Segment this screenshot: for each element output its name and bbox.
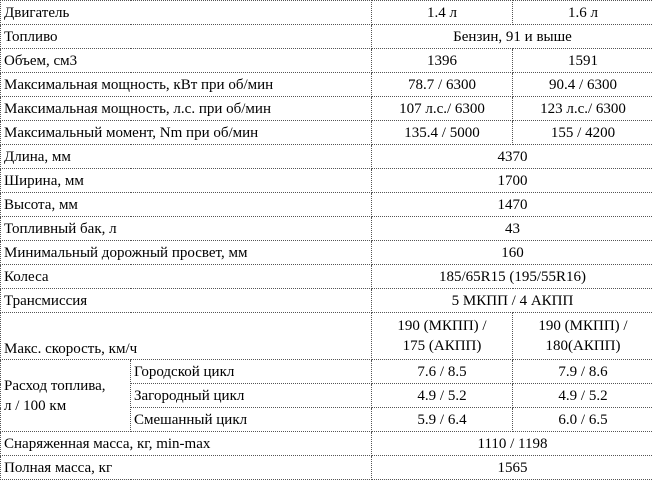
tank-label: Топливный бак, л	[1, 217, 372, 241]
fuel-value: Бензин, 91 и выше	[372, 25, 653, 49]
table-row-clearance	[1, 241, 653, 265]
max-speed-label: Макс. скорость, км/ч	[1, 313, 372, 360]
engine-label: Двигатель	[1, 1, 372, 25]
table-row-tank	[1, 217, 653, 241]
max-speed-1-6-line2: 180(АКПП)	[545, 338, 621, 354]
power-kw-1-4: 78.7 / 6300	[372, 73, 513, 97]
width-label: Ширина, мм	[1, 169, 372, 193]
curb-mass-label: Снаряженная масса, кг, min-max	[1, 432, 372, 456]
table-row-curb-mass	[1, 432, 653, 456]
transmission-value: 5 МКПП / 4 АКПП	[372, 289, 653, 313]
table-row-gross-mass	[1, 456, 653, 480]
gross-mass-label: Полная масса, кг	[1, 456, 372, 480]
consumption-label-line1: Расход топлива,	[4, 377, 106, 394]
volume-label: Объем, см3	[1, 49, 372, 73]
max-speed-1-4	[372, 313, 513, 360]
height-label: Высота, мм	[1, 193, 372, 217]
table-row-volume	[1, 49, 653, 73]
volume-1-6: 1591	[513, 49, 653, 73]
curb-mass-value: 1110 / 1198	[372, 432, 653, 456]
torque-1-6: 155 / 4200	[513, 121, 653, 145]
torque-label: Максимальный момент, Nm при об/мин	[1, 121, 372, 145]
table-row-fuel	[1, 25, 653, 49]
wheels-value: 185/65R15 (195/55R16)	[372, 265, 653, 289]
table-row-power-kw	[1, 73, 653, 97]
consumption-city-1-4: 7.6 / 8.5	[372, 360, 513, 384]
table-row-consumption-city	[1, 360, 653, 384]
power-kw-1-6: 90.4 / 6300	[513, 73, 653, 97]
height-value: 1470	[372, 193, 653, 217]
tank-value: 43	[372, 217, 653, 241]
table-row-length	[1, 145, 653, 169]
consumption-highway-1-6: 4.9 / 5.2	[513, 384, 653, 408]
max-speed-1-4-line2: 175 (АКПП)	[402, 338, 482, 354]
engine-1-6: 1.6 л	[513, 1, 653, 25]
consumption-city-label: Городской цикл	[131, 360, 372, 384]
consumption-mixed-1-4: 5.9 / 6.4	[372, 408, 513, 432]
table-row-engine	[1, 1, 653, 25]
length-label: Длина, мм	[1, 145, 372, 169]
table-row-wheels	[1, 265, 653, 289]
clearance-value: 160	[372, 241, 653, 265]
engine-1-4: 1.4 л	[372, 1, 513, 25]
table-row-torque	[1, 121, 653, 145]
power-hp-1-6: 123 л.с./ 6300	[513, 97, 653, 121]
clearance-label: Минимальный дорожный просвет, мм	[1, 241, 372, 265]
fuel-label: Топливо	[1, 25, 372, 49]
consumption-mixed-label: Смешанный цикл	[131, 408, 372, 432]
table-row-width	[1, 169, 653, 193]
power-kw-label: Максимальная мощность, кВт при об/мин	[1, 73, 372, 97]
width-value: 1700	[372, 169, 653, 193]
length-value: 4370	[372, 145, 653, 169]
table-row-max-speed	[1, 313, 653, 360]
transmission-label: Трансмиссия	[1, 289, 372, 313]
max-speed-1-6-line1: 190 (МКПП) /	[538, 318, 628, 334]
consumption-label-line2: л / 100 км	[4, 397, 67, 414]
max-speed-1-6	[513, 313, 653, 360]
power-hp-label: Максимальная мощность, л.с. при об/мин	[1, 97, 372, 121]
table-row-height	[1, 193, 653, 217]
volume-1-4: 1396	[372, 49, 513, 73]
table-row-transmission	[1, 289, 653, 313]
max-speed-1-4-line1: 190 (МКПП) /	[397, 318, 487, 334]
wheels-label: Колеса	[1, 265, 372, 289]
consumption-label	[1, 360, 131, 432]
consumption-highway-1-4: 4.9 / 5.2	[372, 384, 513, 408]
consumption-highway-label: Загородный цикл	[131, 384, 372, 408]
consumption-city-1-6: 7.9 / 8.6	[513, 360, 653, 384]
power-hp-1-4: 107 л.с./ 6300	[372, 97, 513, 121]
torque-1-4: 135.4 / 5000	[372, 121, 513, 145]
table-row-power-hp	[1, 97, 653, 121]
gross-mass-value: 1565	[372, 456, 653, 480]
consumption-mixed-1-6: 6.0 / 6.5	[513, 408, 653, 432]
